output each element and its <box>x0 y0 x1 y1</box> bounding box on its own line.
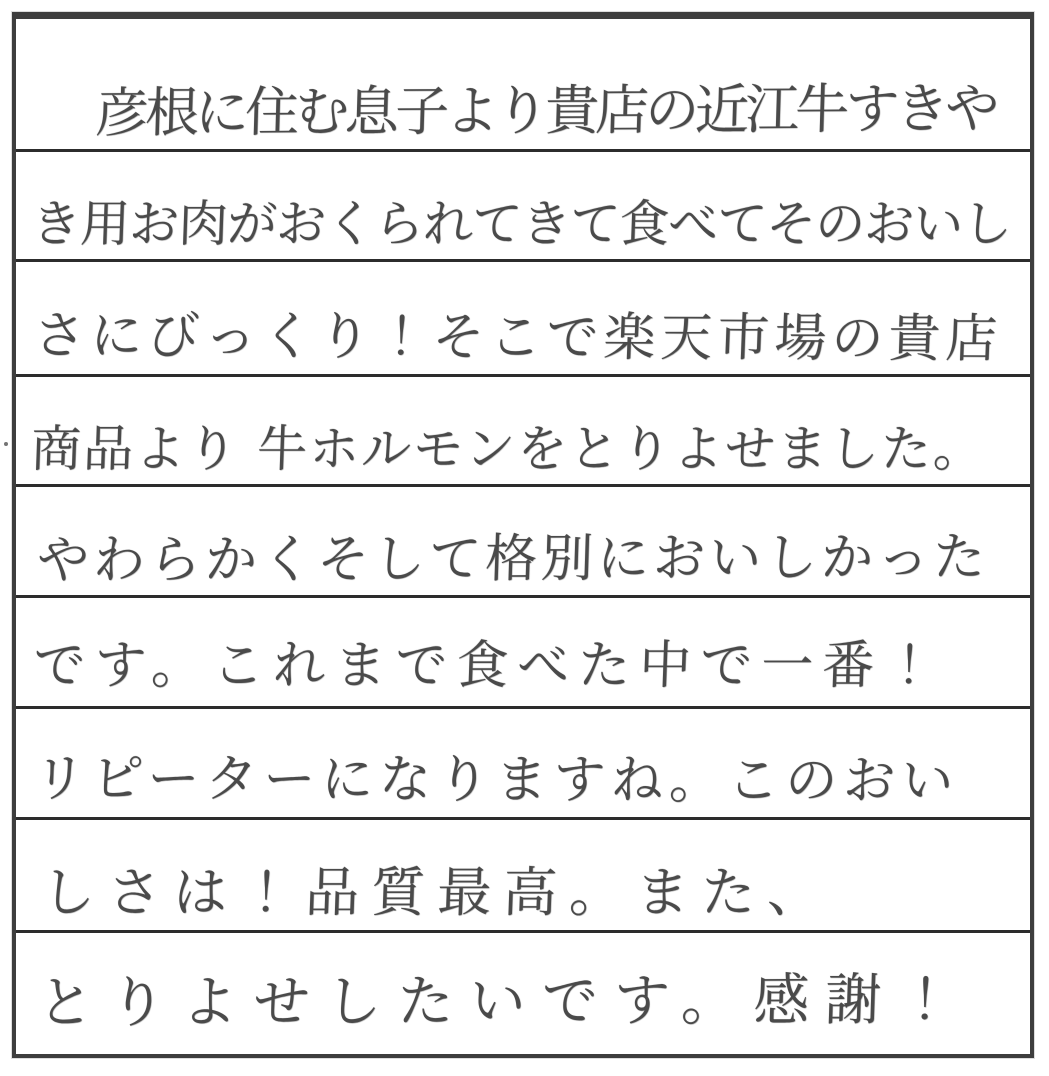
ruled-row <box>16 377 1030 487</box>
handwritten-line: とりよせしたいです。感謝！ <box>36 967 971 1036</box>
ruled-row <box>16 487 1030 598</box>
ruled-row <box>16 19 1030 152</box>
ruled-row <box>16 933 1030 1054</box>
ruled-row <box>16 152 1030 262</box>
ruled-row <box>16 598 1030 709</box>
ruled-row <box>16 262 1030 377</box>
handwritten-line: 商品より 牛ホルモンをとりよせました。 <box>30 420 987 478</box>
handwritten-line: さにびっくり！そこで楽天市場の貴店 <box>32 306 1004 370</box>
ruled-row <box>16 820 1030 933</box>
handwritten-line: き用お肉がおくられてきて食べてそのおいし <box>30 195 1013 253</box>
handwritten-line: 彦根に住む息子より貴店の近江牛すきや <box>94 76 997 145</box>
ruled-row <box>16 709 1030 820</box>
handwritten-line: しさは！品質最高。また、 <box>40 861 835 924</box>
scan-speck <box>4 442 8 446</box>
handwritten-line: やわらかくそして格別においしかった <box>36 527 991 591</box>
handwritten-line: です。これまで食べた中で一番！ <box>32 636 946 696</box>
handwritten-line: リピーターになりますね。このおい <box>32 749 961 812</box>
paper-frame <box>12 12 1034 1058</box>
